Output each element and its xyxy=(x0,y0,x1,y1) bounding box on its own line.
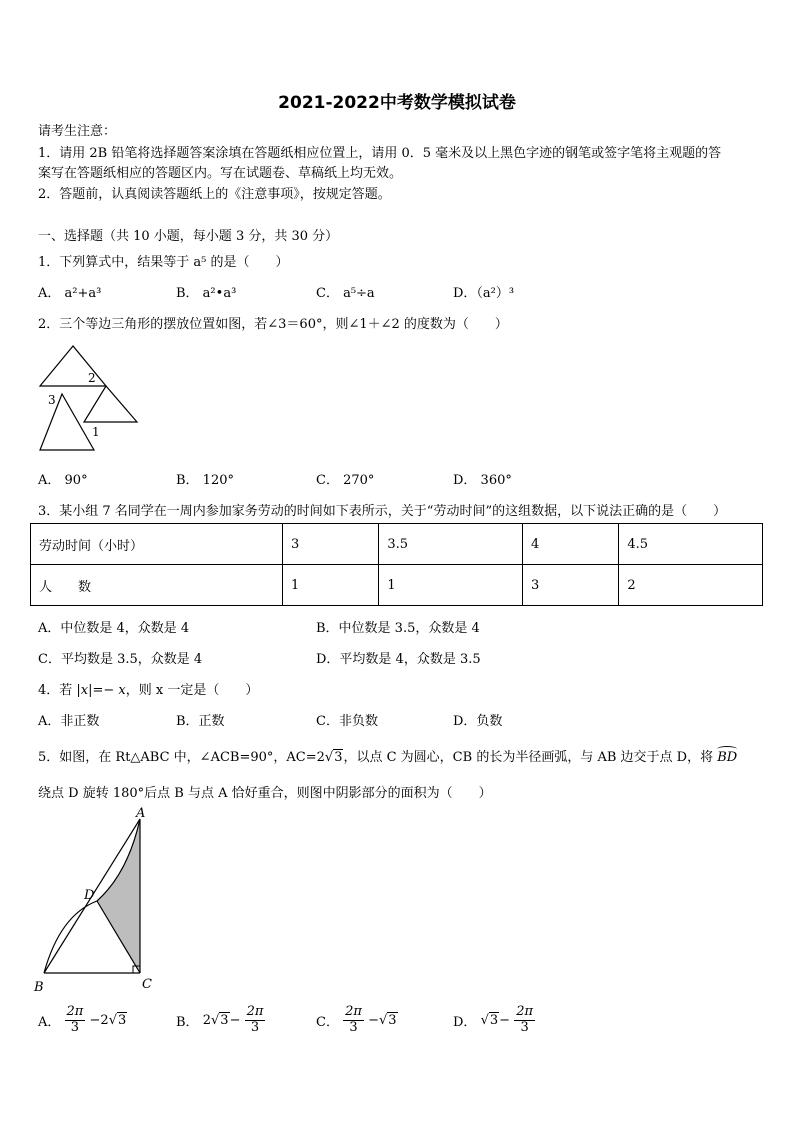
table-cell: 3 xyxy=(522,565,618,606)
q5-option-d[interactable]: D． √3− $\frac{2\pi}{3}$ xyxy=(453,1004,534,1035)
q4-equation: |x|=− x xyxy=(76,683,126,698)
q3-option-b[interactable]: B．中位数是 3.5，众数是 4 xyxy=(316,621,480,636)
angle-label-2: 2 xyxy=(88,371,96,385)
question-3-stem: 3．某小组 7 名同学在一周内参加家务劳动的时间如下表所示，关于“劳动时间”的这组数据，以下说法正确的是（ ） xyxy=(38,504,727,519)
notice-heading: 请考生注意： xyxy=(38,124,117,139)
table-cell: 2 xyxy=(619,565,763,606)
fraction: $\frac{2\pi}{3}$ xyxy=(516,1004,534,1035)
fraction: $\frac{2\pi}{3}$ xyxy=(66,1004,84,1035)
q4-option-a[interactable]: A．非正数 xyxy=(38,714,100,729)
fraction: $\frac{2\pi}{3}$ xyxy=(345,1004,362,1035)
angle-label-3: 3 xyxy=(48,393,56,407)
arc-bd-label: BD xyxy=(717,750,738,765)
point-label-c: C xyxy=(142,977,152,992)
q3-option-d[interactable]: D．平均数是 4，众数是 3.5 xyxy=(316,652,481,667)
table-row xyxy=(31,524,763,565)
notice-line-1b: 案写在答题纸相应的答题区内。写在试题卷、草稿纸上均无效。 xyxy=(38,166,403,181)
table-cell: 3 xyxy=(283,524,379,565)
angle-label-1: 1 xyxy=(92,425,100,439)
point-label-a: A xyxy=(136,806,146,821)
q4-option-b[interactable]: B．正数 xyxy=(176,714,225,729)
option-letter: C． xyxy=(316,1014,339,1030)
q5-option-c[interactable]: C． $\frac{2\pi}{3}$ −√3 xyxy=(316,1004,397,1035)
triangle-arc-figure xyxy=(30,805,170,995)
q4-stem-pre: 4．若 xyxy=(38,683,77,698)
notice-line-1a: 1．请用 2B 铅笔将选择题答案涂填在答题纸相应位置上，请用 0．5 毫米及以上黑色字迹的钢笔或签字笔将主观题的答 xyxy=(38,146,722,161)
question-2-stem: 2．三个等边三角形的摆放位置如图，若∠3＝60°，则∠1＋∠2 的度数为（ ） xyxy=(38,317,508,332)
fraction: $\frac{2\pi}{3}$ xyxy=(246,1004,264,1035)
page-title: 2021-2022中考数学模拟试卷 xyxy=(278,93,516,113)
question-1-stem: 1．下列算式中，结果等于 a⁵ 的是（ ） xyxy=(38,255,289,270)
q2-option-a[interactable]: A． 90° xyxy=(38,473,88,488)
question-4-stem xyxy=(38,679,258,698)
q4-option-d[interactable]: D．负数 xyxy=(453,714,503,729)
option-letter: D． xyxy=(453,1014,477,1030)
q3-option-c[interactable]: C．平均数是 3.5，众数是 4 xyxy=(38,652,203,667)
sqrt-radicand: 3 xyxy=(334,750,343,765)
q1-option-b[interactable]: B． a²•a³ xyxy=(176,286,237,301)
q2-option-b[interactable]: B． 120° xyxy=(176,473,234,488)
table-cell: 4 xyxy=(522,524,618,565)
table-cell: 1 xyxy=(283,565,379,606)
q4-option-c[interactable]: C．非负数 xyxy=(316,714,378,729)
triangles-figure xyxy=(34,340,144,455)
table-cell: 人 数 xyxy=(31,565,283,606)
triangle-top xyxy=(40,346,106,386)
q5-stem-pre: 5．如图，在 Rt△ABC 中，∠ACB=90°，AC=2 xyxy=(38,750,325,765)
question-5-stem-line-1 xyxy=(38,746,737,765)
q1-option-c[interactable]: C． a⁵÷a xyxy=(316,286,375,301)
arc-bd xyxy=(44,901,97,973)
section-heading: 一、选择题（共 10 小题，每小题 3 分，共 30 分） xyxy=(38,229,339,244)
triangle-right xyxy=(84,386,137,422)
point-label-b: B xyxy=(34,980,44,995)
table-cell: 3.5 xyxy=(379,524,523,565)
question-5-stem-line-2: 绕点 D 旋转 180°后点 B 与点 A 恰好重合，则图中阴影部分的面积为（ ） xyxy=(38,786,492,801)
sqrt-expression: √3 xyxy=(324,750,343,765)
q4-stem-post: ，则 x 一定是（ ） xyxy=(125,683,259,698)
table-cell: 劳动时间（小时） xyxy=(31,524,283,565)
q5-stem-post: ，以点 C 为圆心，CB 的长为半径画弧，与 AB 边交于点 D，将 xyxy=(343,750,714,765)
q2-option-d[interactable]: D． 360° xyxy=(453,473,512,488)
notice-line-2: 2．答题前，认真阅读答题纸上的《注意事项》，按规定答题。 xyxy=(38,187,391,202)
option-letter: B． xyxy=(176,1014,199,1030)
q2-option-c[interactable]: C． 270° xyxy=(316,473,375,488)
q1-option-a[interactable]: A． a²+a³ xyxy=(38,286,102,301)
table-cell: 4.5 xyxy=(619,524,763,565)
table-cell: 1 xyxy=(379,565,523,606)
q1-option-d[interactable]: D．（a²）³ xyxy=(453,286,515,301)
q3-option-a[interactable]: A．中位数是 4，众数是 4 xyxy=(38,621,190,636)
labor-time-table xyxy=(30,523,763,606)
q5-option-b[interactable]: B． 2√3− $\frac{2\pi}{3}$ xyxy=(176,1004,264,1035)
point-label-d: D xyxy=(84,888,95,903)
option-letter: A． xyxy=(38,1014,61,1030)
table-row xyxy=(31,565,763,606)
q5-option-a[interactable]: A． $\frac{2\pi}{3}$ −2√3 xyxy=(38,1004,127,1035)
